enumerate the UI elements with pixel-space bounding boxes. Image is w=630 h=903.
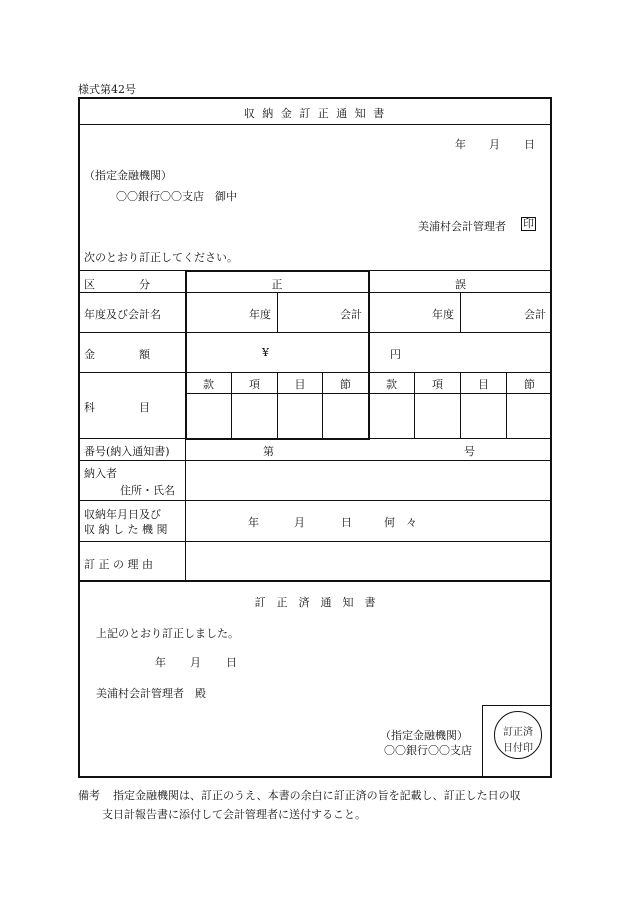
page-title: 収 納 金 訂 正 通 知 書 <box>243 107 387 120</box>
done-bank-name: 〇〇銀行〇〇支店 <box>384 744 472 757</box>
received-bank: 何 々 <box>384 516 417 529</box>
divider <box>78 460 552 461</box>
form-number: 様式第42号 <box>78 83 136 96</box>
done-title: 訂 正 済 通 知 書 <box>254 596 376 609</box>
done-month: 月 <box>190 656 201 669</box>
correct-label: 正 <box>271 278 283 291</box>
divider <box>78 500 552 501</box>
divider <box>482 705 483 778</box>
payer-sub-label: 住所・氏名 <box>120 484 175 497</box>
correct-column-box <box>185 270 370 440</box>
received-label: 収 納 し た 機 関 <box>84 523 168 536</box>
subject-col-header: 項 <box>249 378 260 391</box>
fiscal-label: 年度及び会計名 <box>84 308 161 321</box>
note-line: 支日計報告書に添付して会計管理者に送付すること。 <box>102 808 366 821</box>
divider <box>78 580 552 582</box>
number-prefix: 第 <box>263 445 274 458</box>
divider <box>460 292 461 332</box>
subject-col-header: 款 <box>203 378 214 391</box>
correct-year-text: 年度 <box>249 308 271 321</box>
divider <box>78 124 552 125</box>
amount-label: 金 額 <box>84 348 150 361</box>
reason-label: 訂 正 の 理 由 <box>84 558 153 571</box>
received-year: 年 <box>248 516 259 529</box>
done-year: 年 <box>155 656 166 669</box>
date-month: 月 <box>489 138 500 151</box>
payer-label: 納入者 <box>84 467 117 480</box>
note-line: 指定金融機関は、訂正のうえ、本書の余白に訂正済の旨を記載し、訂正した日の収 <box>113 789 521 802</box>
stamp-text: 訂正済 <box>503 727 533 738</box>
received-label: 収納年月日及び <box>84 508 161 521</box>
subject-col-header: 目 <box>294 378 306 391</box>
recipient-name: 〇〇銀行〇〇支店 御中 <box>116 190 237 203</box>
date-year: 年 <box>455 138 466 151</box>
yen-symbol: ¥ <box>262 346 269 359</box>
done-day: 日 <box>226 656 237 669</box>
received-day: 日 <box>341 516 352 529</box>
recipient-label: （指定金融機関） <box>84 169 172 182</box>
date-day: 日 <box>524 138 535 151</box>
done-bank-label: （指定金融機関） <box>380 729 468 742</box>
instruction-text: 次のとおり訂正してください。 <box>84 251 238 264</box>
subject-col-header: 項 <box>432 378 443 391</box>
subject-col-header: 節 <box>524 378 535 391</box>
seal-icon: 印 <box>523 217 534 230</box>
correct-account-text: 会計 <box>340 308 362 321</box>
number-suffix: 号 <box>464 445 475 458</box>
divider <box>482 705 552 706</box>
note-label: 備考 <box>78 789 100 802</box>
subject-col-header: 款 <box>386 378 397 391</box>
yen-unit: 円 <box>390 348 401 361</box>
done-addressee: 美浦村会計管理者 殿 <box>96 687 206 700</box>
stamp-text: 日付印 <box>503 743 533 754</box>
wrong-year-text: 年度 <box>432 308 454 321</box>
wrong-label: 誤 <box>455 278 466 291</box>
received-month: 月 <box>294 516 305 529</box>
sender-name: 美浦村会計管理者 <box>418 220 506 233</box>
division-label: 区 分 <box>84 278 150 291</box>
wrong-account-text: 会計 <box>524 308 546 321</box>
subject-col-header: 節 <box>340 378 351 391</box>
done-message: 上記のとおり訂正しました。 <box>96 627 239 640</box>
number-label: 番号(納入通知書) <box>84 445 170 458</box>
divider <box>78 541 552 542</box>
subject-label: 科 目 <box>84 401 150 414</box>
subject-col-header: 目 <box>478 378 489 391</box>
